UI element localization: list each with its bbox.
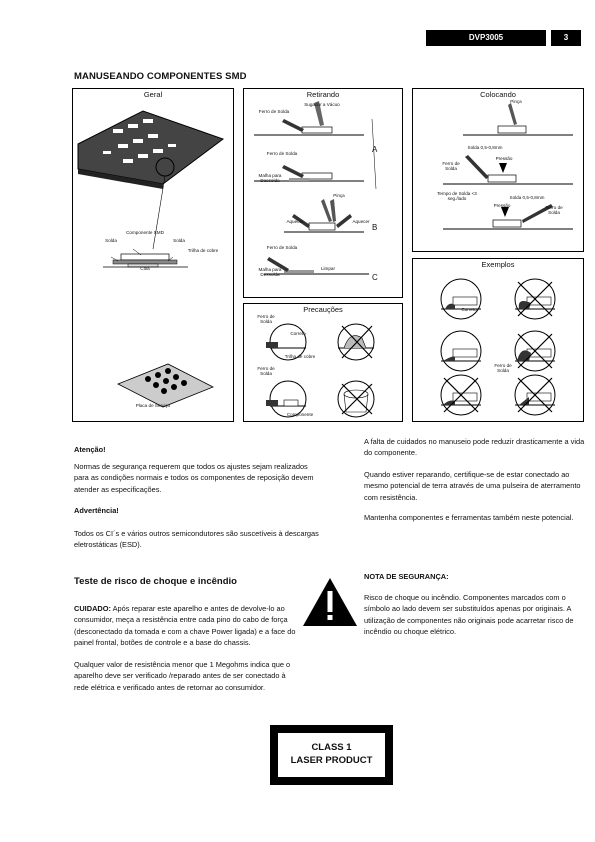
letter-c: C [372, 273, 378, 282]
advertencia-body: Todos os CI´s e vários outros semicondutores são suscetíveis à descargas eletrostáticas (ESD). [74, 529, 319, 550]
label-componente: Componente [286, 412, 314, 417]
label-pressao-1: Pressão [495, 156, 513, 161]
potencial-paragraph: Mantenha componentes e ferramentas também neste potencial. [364, 513, 574, 522]
atencao-body: Normas de segurança requerem que todos os ajustes sejam realizados para as condições normais e todos os componentes de reposição devem atender as especificações. [74, 462, 314, 494]
letter-a: A [372, 145, 378, 154]
safety-note-body: Risco de choque ou incêndio. Componentes marcados com o símbolo ao lado devem ser substituídos apenas por originais. A utilização de componentes não originais pode acarretar risco de incêndio ou choque elétrico. [364, 593, 574, 637]
aterramento-paragraph: Quando estiver reparando, certifique-se de estar conectado ao mesmo potencial de terra através de uma pulseira de aterramento com resistência. [364, 470, 581, 502]
page-number: 3 [551, 30, 581, 46]
cuidado-body: Após reparar este aparelho e antes de devolve-lo ao consumidor, meça a resistência entre cada pino do cabo de força (desconectado da tomada e com a chave Power ligada) e a face do painel frontal, botões de controle e a base do chassis. [74, 604, 296, 648]
label-trilha-cobre: Trilha de cobre [187, 248, 219, 253]
cuidados-paragraph: A falta de cuidados no manuseio pode reduzir drasticamente a vida do componente. [364, 437, 585, 458]
laser-class-label [270, 725, 393, 785]
advertencia-title: Advertência! [74, 506, 119, 515]
panel-title: Precauções [303, 305, 343, 314]
label-componente-smd: Componente SMD [126, 230, 164, 235]
section-title: MANUSEANDO COMPONENTES SMD [74, 71, 247, 82]
atencao-title: Atenção! [74, 445, 106, 454]
label-cola: Cola [140, 266, 150, 271]
label-aquecer-left: Aquecer [286, 219, 304, 224]
model-badge: DVP3005 [426, 30, 546, 46]
laser-line-2: LASER PRODUCT [290, 755, 373, 766]
label-sugador: Sugador a Vácuo [304, 102, 340, 107]
label-solda-right: Solda [173, 238, 185, 243]
label-ferro-2: Ferro de Solda [257, 366, 275, 377]
label-trilha-cobre: Trilha de cobre [284, 354, 316, 359]
label-solda-1: Solda 0,5-0,8mm [467, 145, 503, 150]
panel-title: Exemplos [481, 260, 515, 269]
laser-line-1: CLASS 1 [311, 742, 352, 753]
label-ferro-2: Ferro de Solda [266, 151, 298, 156]
label-ferro-2: Ferro de Solda [545, 205, 563, 216]
panel-title: Geral [143, 90, 163, 99]
resistencia-paragraph: Qualquer valor de resistência menor que 1 Megohms indica que o aparelho deve ser verificado /reparado antes de ser conectado à rede elétrica e verificado antes de retornar ao consumidor. [74, 660, 291, 692]
label-ferro-1: Ferro de Solda [257, 314, 275, 325]
laser-label-inner [278, 733, 385, 777]
label-correto: Correto [290, 331, 306, 336]
label-ferro-1: Ferro de Solda [258, 109, 290, 114]
cuidado-label: CUIDADO: [74, 604, 111, 613]
panel-title: Colocando [480, 90, 516, 99]
label-pressao-2: Pressão [493, 203, 511, 208]
label-tempo-solda: Tempo de Solda <3 seg./lado [437, 191, 477, 202]
label-solda-left: Solda [105, 238, 117, 243]
label-pinca: Pinça [510, 99, 522, 104]
label-pinca: Pinça [333, 193, 345, 198]
letter-b: B [372, 223, 378, 232]
panel-title: Retirando [306, 90, 340, 99]
label-ferro: Ferro de Solda [494, 363, 512, 374]
shock-test-title: Teste de risco de choque e incêndio [74, 576, 237, 587]
label-limpar: Limpar [320, 266, 336, 271]
label-malha-2: Malha para Dessolda [258, 267, 282, 278]
label-ferro-3: Ferro de Solda [266, 245, 298, 250]
label-correto: Correto [461, 307, 477, 312]
safety-note-title: NOTA DE SEGURANÇA: [364, 572, 449, 581]
label-malha-1: Malha para Dessolda [258, 173, 282, 184]
label-aquecer-right: Aquecer [352, 219, 370, 224]
label-solda-2: Solda 0,5-0,8mm [509, 195, 545, 200]
label-ferro-1: Ferro de Solda [442, 161, 460, 172]
label-placa-servico: Placa de Serviço [135, 403, 171, 408]
